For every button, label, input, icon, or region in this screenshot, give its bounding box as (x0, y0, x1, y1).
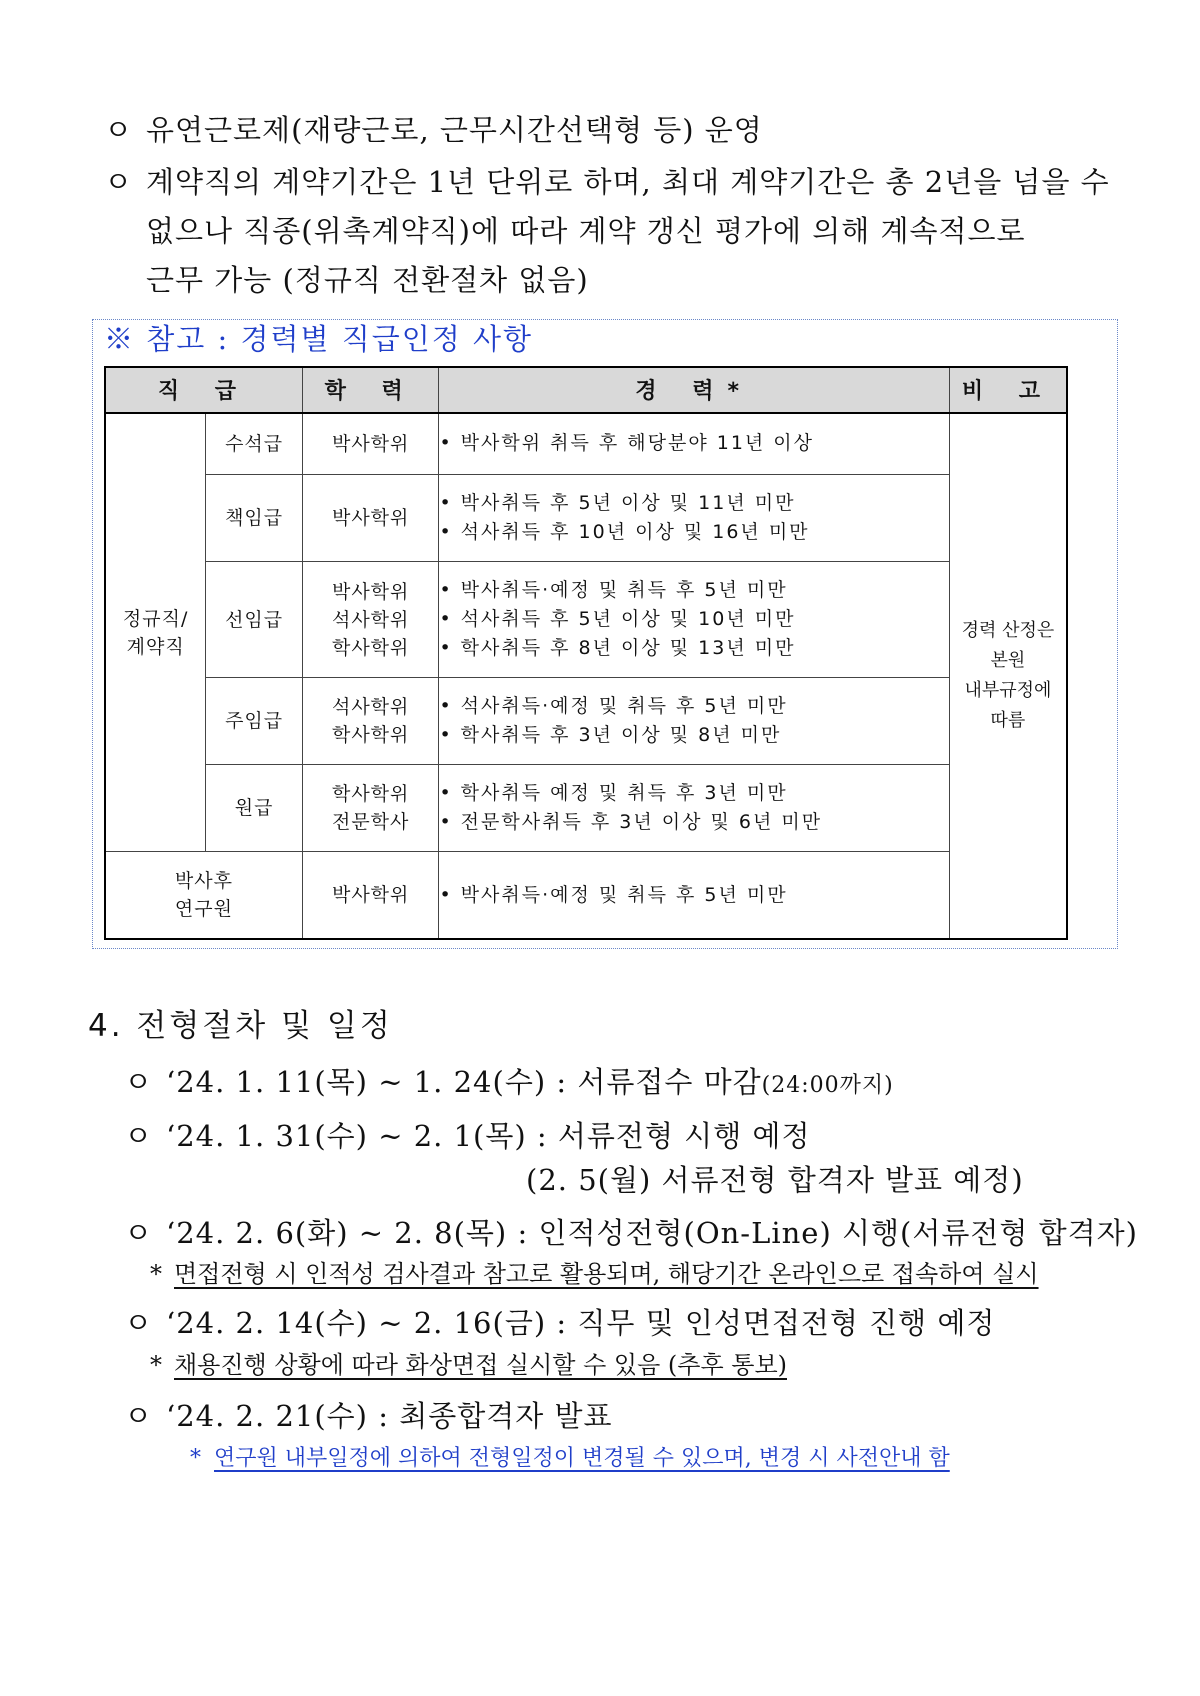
education-cell: 박사학위 석사학위 학사학위 (302, 562, 439, 678)
education-cell: 박사학위 (302, 475, 439, 562)
table-row (105, 765, 1067, 852)
career-cell: • 박사취득 후 5년 이상 및 11년 미만 • 석사취득 후 10년 이상 및 16년 미만 (439, 475, 949, 562)
intro-item-flexible-work (104, 112, 763, 148)
career-cell: • 박사학위 취득 후 해당분야 11년 이상 (439, 413, 949, 475)
schedule-note (150, 1259, 1039, 1289)
schedule-text: ‘24. 1. 31(수) ~ 2. 1(목) : 서류전형 시행 예정 (166, 1119, 811, 1153)
education-cell: 박사학위 (302, 413, 439, 475)
schedule-text: ‘24. 2. 14(수) ~ 2. 16(금) : 직무 및 인성면접전형 진행 예정 (166, 1306, 996, 1340)
remark-cell: 경력 산정은 본원 내부규정에 따름 (949, 413, 1067, 939)
table-row (105, 475, 1067, 562)
schedule-item-interview (124, 1305, 995, 1341)
note-mark: * (190, 1446, 201, 1471)
grade-cell: 선임급 (206, 562, 303, 678)
header-remark: 비 고 (949, 367, 1067, 413)
reference-title: ※ 참고 : 경력별 직급인정 사항 (104, 322, 534, 356)
intro-item2-line2: 없으나 직종(위촉계약직)에 따라 계약 갱신 평가에 의해 계속적으로 (146, 214, 1026, 248)
career-cell: • 박사취득·예정 및 취득 후 5년 미만 (439, 852, 949, 939)
grade-cell: 책임급 (206, 475, 303, 562)
career-cell: • 석사취득·예정 및 취득 후 5년 미만 • 학사취득 후 3년 이상 및 8년 미만 (439, 678, 949, 765)
table-header-row (105, 367, 1067, 413)
career-cell: • 학사취득 예정 및 취득 후 3년 미만 • 전문학사취득 후 3년 이상 및 6년 미만 (439, 765, 949, 852)
table-row (105, 562, 1067, 678)
grade-cell: 주임급 (206, 678, 303, 765)
intro-item2-line3: 근무 가능 (정규직 전환절차 없음) (146, 263, 589, 297)
header-grade: 직 급 (105, 367, 302, 413)
career-cell: • 박사취득·예정 및 취득 후 5년 미만 • 석사취득 후 5년 이상 및 10년 미만 • 학사취득 후 8년 이상 및 13년 미만 (439, 562, 949, 678)
grade-cell: 수석급 (206, 413, 303, 475)
intro-item1-text: 유연근로제(재량근로, 근무시간선택형 등) 운영 (146, 113, 763, 147)
bullet: ㅇ (124, 1306, 154, 1340)
education-cell: 박사학위 (302, 852, 439, 939)
schedule-text: ‘24. 2. 6(화) ~ 2. 8(목) : 인적성전형(On-Line) 시행(서류전형 합격자) (166, 1216, 1138, 1250)
table-row (105, 678, 1067, 765)
bullet: ㅇ (124, 1119, 154, 1153)
schedule-subtext-announcement: (2. 5(월) 서류전형 합격자 발표 예정) (526, 1163, 1024, 1197)
bullet: ㅇ (124, 1399, 154, 1433)
note-text: 면접전형 시 인적성 검사결과 참고로 활용되며, 해당기간 온라인으로 접속하여 실시 (174, 1260, 1039, 1288)
note-mark: * (150, 1260, 162, 1288)
schedule-item-application (124, 1064, 894, 1104)
bullet: ㅇ (104, 113, 134, 147)
education-cell: 석사학위 학사학위 (302, 678, 439, 765)
section-title: 4. 전형절차 및 일정 (88, 1008, 393, 1044)
education-cell: 학사학위 전문학사 (302, 765, 439, 852)
schedule-note (150, 1350, 787, 1380)
intro-item-contract-period (104, 164, 1110, 200)
note-text: 채용진행 상황에 따라 화상면접 실시할 수 있음 (추후 통보) (174, 1351, 787, 1379)
schedule-text: ‘24. 1. 11(목) ~ 1. 24(수) : 서류접수 마감 (166, 1065, 762, 1099)
note-text: 연구원 내부일정에 의하여 전형일정이 변경될 수 있으며, 변경 시 사전안내 함 (214, 1446, 950, 1471)
schedule-change-notice (190, 1444, 950, 1474)
schedule-item-final-announcement (124, 1398, 613, 1434)
table-row (105, 413, 1067, 475)
bullet: ㅇ (104, 165, 134, 199)
category-regular-contract: 정규직/ 계약직 (105, 413, 206, 852)
intro-item2-line1: 계약직의 계약기간은 1년 단위로 하며, 최대 계약기간은 총 2년을 넘을 수 (146, 165, 1110, 199)
schedule-item-aptitude-test (124, 1215, 1138, 1251)
schedule-item-document-screening (124, 1118, 810, 1154)
header-career: 경 력* (439, 367, 949, 413)
grade-cell: 원급 (206, 765, 303, 852)
grade-cell-postdoc: 박사후 연구원 (105, 852, 302, 939)
bullet: ㅇ (124, 1065, 154, 1099)
note-mark: * (150, 1351, 162, 1379)
schedule-deadline-time: (24:00까지) (761, 1073, 894, 1098)
header-education: 학 력 (302, 367, 439, 413)
table-row-postdoc (105, 852, 1067, 939)
schedule-text: ‘24. 2. 21(수) : 최종합격자 발표 (166, 1399, 613, 1433)
grade-career-table (104, 366, 1068, 940)
bullet: ㅇ (124, 1216, 154, 1250)
